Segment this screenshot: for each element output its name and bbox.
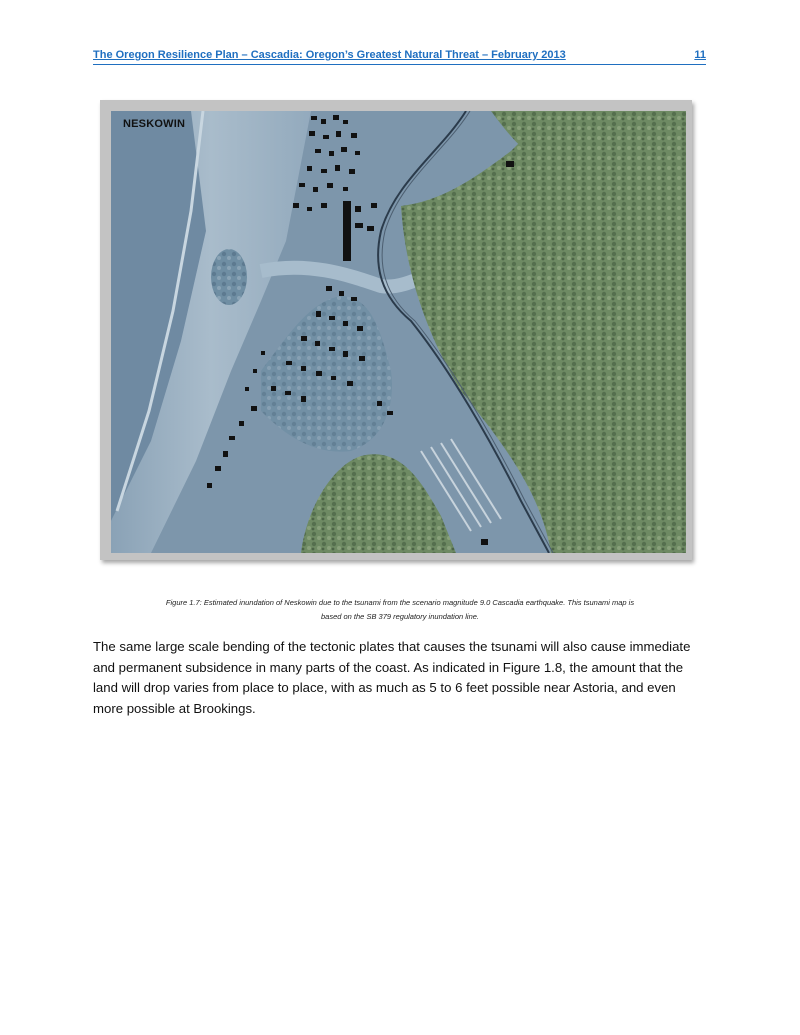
proposal-rock [211, 249, 247, 305]
body-paragraph [93, 637, 703, 719]
caption-line-1: Figure 1.7: Estimated inundation of Neskowin due to the tsunami from the scenario magnitude 9.0 Cascadia earthquake. This tsunami map is [165, 598, 635, 607]
map-location-label: NESKOWIN [123, 118, 186, 130]
paragraph-line: and permanent subsidence in many parts of the coast. As indicated in Figure 1.8, the amount that the [93, 659, 684, 675]
page-number[interactable]: 11 [694, 49, 706, 61]
map-graphic [111, 111, 686, 553]
paragraph-line: land will drop varies from place to place, with as much as 5 to 6 feet possible near Astoria, and even [93, 680, 676, 695]
figure-caption [100, 596, 700, 624]
neskowin-inundation-map [111, 111, 686, 553]
page-header [93, 48, 706, 65]
paragraph-line: The same large scale bending of the tectonic plates that causes the tsunami will also cause immediate [93, 639, 691, 654]
figure-frame [100, 100, 692, 560]
header-title[interactable]: The Oregon Resilience Plan – Cascadia: Oregon’s Greatest Natural Threat – February 2013 [93, 49, 566, 61]
paragraph-line: more possible at Brookings. [93, 700, 256, 716]
caption-line-2: based on the SB 379 regulatory inundation line. [320, 612, 480, 621]
